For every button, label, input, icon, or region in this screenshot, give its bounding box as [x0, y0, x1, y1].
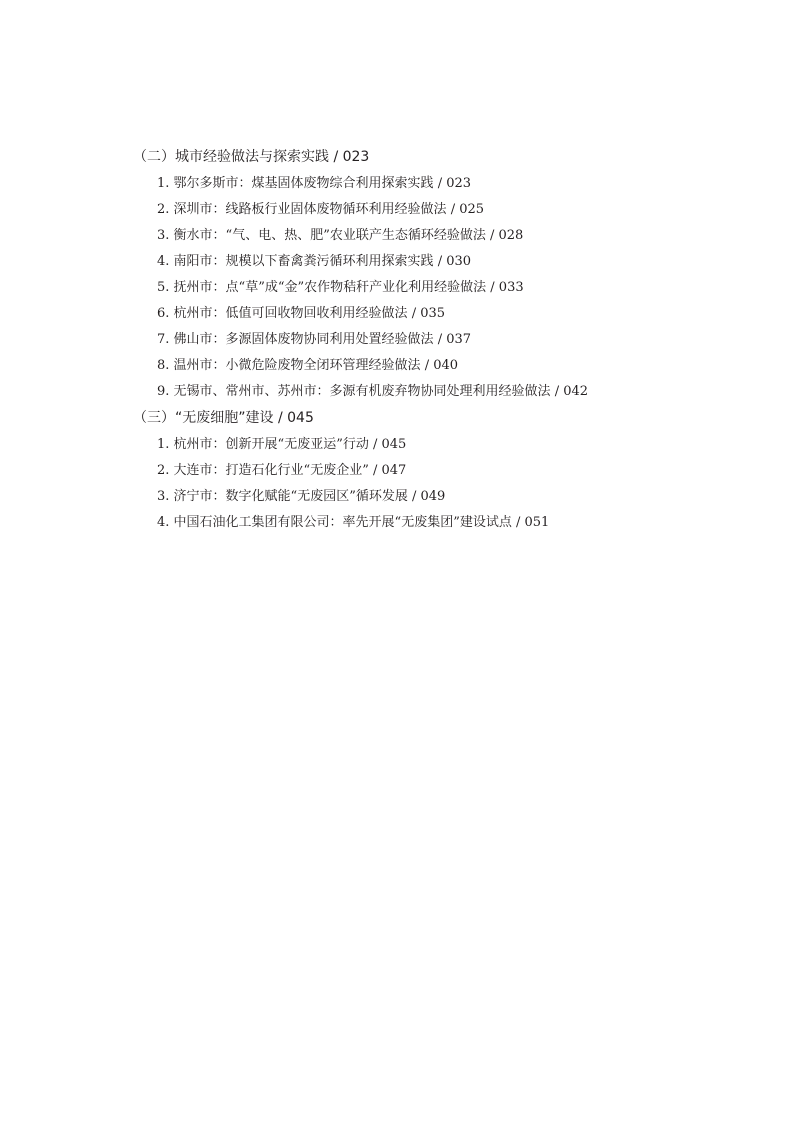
entry-page: / 037: [437, 332, 472, 347]
entry-number: 9.: [157, 384, 170, 399]
section-heading[interactable]: [133, 144, 753, 171]
entry-title: 深圳市：线路板行业固体废物循环利用经验做法: [173, 202, 447, 217]
entry-number: 2.: [157, 202, 170, 217]
entry-number: 4.: [157, 515, 170, 530]
toc-entry[interactable]: [133, 249, 753, 275]
entry-number: 1.: [157, 437, 170, 452]
entry-number: 5.: [157, 280, 170, 295]
entry-title: 杭州市：低值可回收物回收利用经验做法: [173, 306, 408, 321]
entry-page: / 051: [515, 515, 550, 530]
entry-title: 杭州市：创新开展“无废亚运”行动: [173, 437, 369, 452]
entry-title: 温州市：小微危险废物全闭环管理经验做法: [173, 358, 421, 373]
entry-title: 济宁市：数字化赋能“无废园区”循环发展: [173, 489, 408, 504]
entry-title: 衡水市：“气、电、热、肥”农业联产生态循环经验做法: [173, 228, 486, 243]
entry-page: / 033: [490, 280, 524, 295]
entry-number: 8.: [157, 358, 170, 373]
toc-entry[interactable]: [133, 301, 753, 327]
entry-title: 中国石油化工集团有限公司：率先开展“无废集团”建设试点: [173, 515, 512, 530]
entry-page: / 030: [437, 254, 472, 269]
section-heading-title: （二）城市经验做法与探索实践: [133, 149, 329, 165]
entry-page: / 028: [489, 228, 524, 243]
table-of-contents: [133, 144, 753, 536]
entry-number: 3.: [157, 228, 170, 243]
entry-title: 抚州市：点“草”成“金”农作物秸秆产业化利用经验做法: [173, 280, 487, 295]
toc-entry[interactable]: [133, 510, 753, 536]
toc-entry[interactable]: [133, 327, 753, 353]
entry-number: 1.: [157, 176, 170, 191]
toc-entry[interactable]: [133, 484, 753, 510]
entry-number: 3.: [157, 489, 170, 504]
toc-entry[interactable]: [133, 275, 753, 301]
toc-section: [133, 405, 753, 536]
entry-title: 佛山市：多源固体废物协同利用处置经验做法: [173, 332, 434, 347]
entry-title: 大连市：打造石化行业“无废企业”: [173, 463, 369, 478]
entry-page: / 035: [411, 306, 446, 321]
entry-number: 4.: [157, 254, 170, 269]
entry-title: 南阳市：规模以下畜禽粪污循环利用探索实践: [173, 254, 434, 269]
entry-number: 7.: [157, 332, 170, 347]
entry-number: 6.: [157, 306, 170, 321]
section-heading-page: / 045: [277, 410, 314, 426]
entry-page: / 047: [372, 463, 407, 478]
toc-entry[interactable]: [133, 171, 753, 197]
section-heading-page: / 023: [333, 149, 370, 165]
toc-entry[interactable]: [133, 432, 753, 458]
entry-page: / 040: [424, 358, 459, 373]
toc-entry[interactable]: [133, 379, 753, 405]
entry-page: / 023: [437, 176, 472, 191]
toc-section: [133, 144, 753, 405]
section-heading[interactable]: [133, 405, 753, 432]
entry-page: / 042: [554, 384, 589, 399]
entry-page: / 049: [411, 489, 446, 504]
entry-title: 鄂尔多斯市：煤基固体废物综合利用探索实践: [173, 176, 434, 191]
toc-entry[interactable]: [133, 458, 753, 484]
toc-entry[interactable]: [133, 197, 753, 223]
toc-entry[interactable]: [133, 223, 753, 249]
entry-page: / 025: [450, 202, 485, 217]
entry-number: 2.: [157, 463, 170, 478]
entry-title: 无锡市、常州市、苏州市：多源有机废弃物协同处理利用经验做法: [173, 384, 551, 399]
entry-page: / 045: [372, 437, 407, 452]
section-heading-title: （三）“无废细胞”建设: [133, 410, 274, 426]
toc-entry[interactable]: [133, 353, 753, 379]
